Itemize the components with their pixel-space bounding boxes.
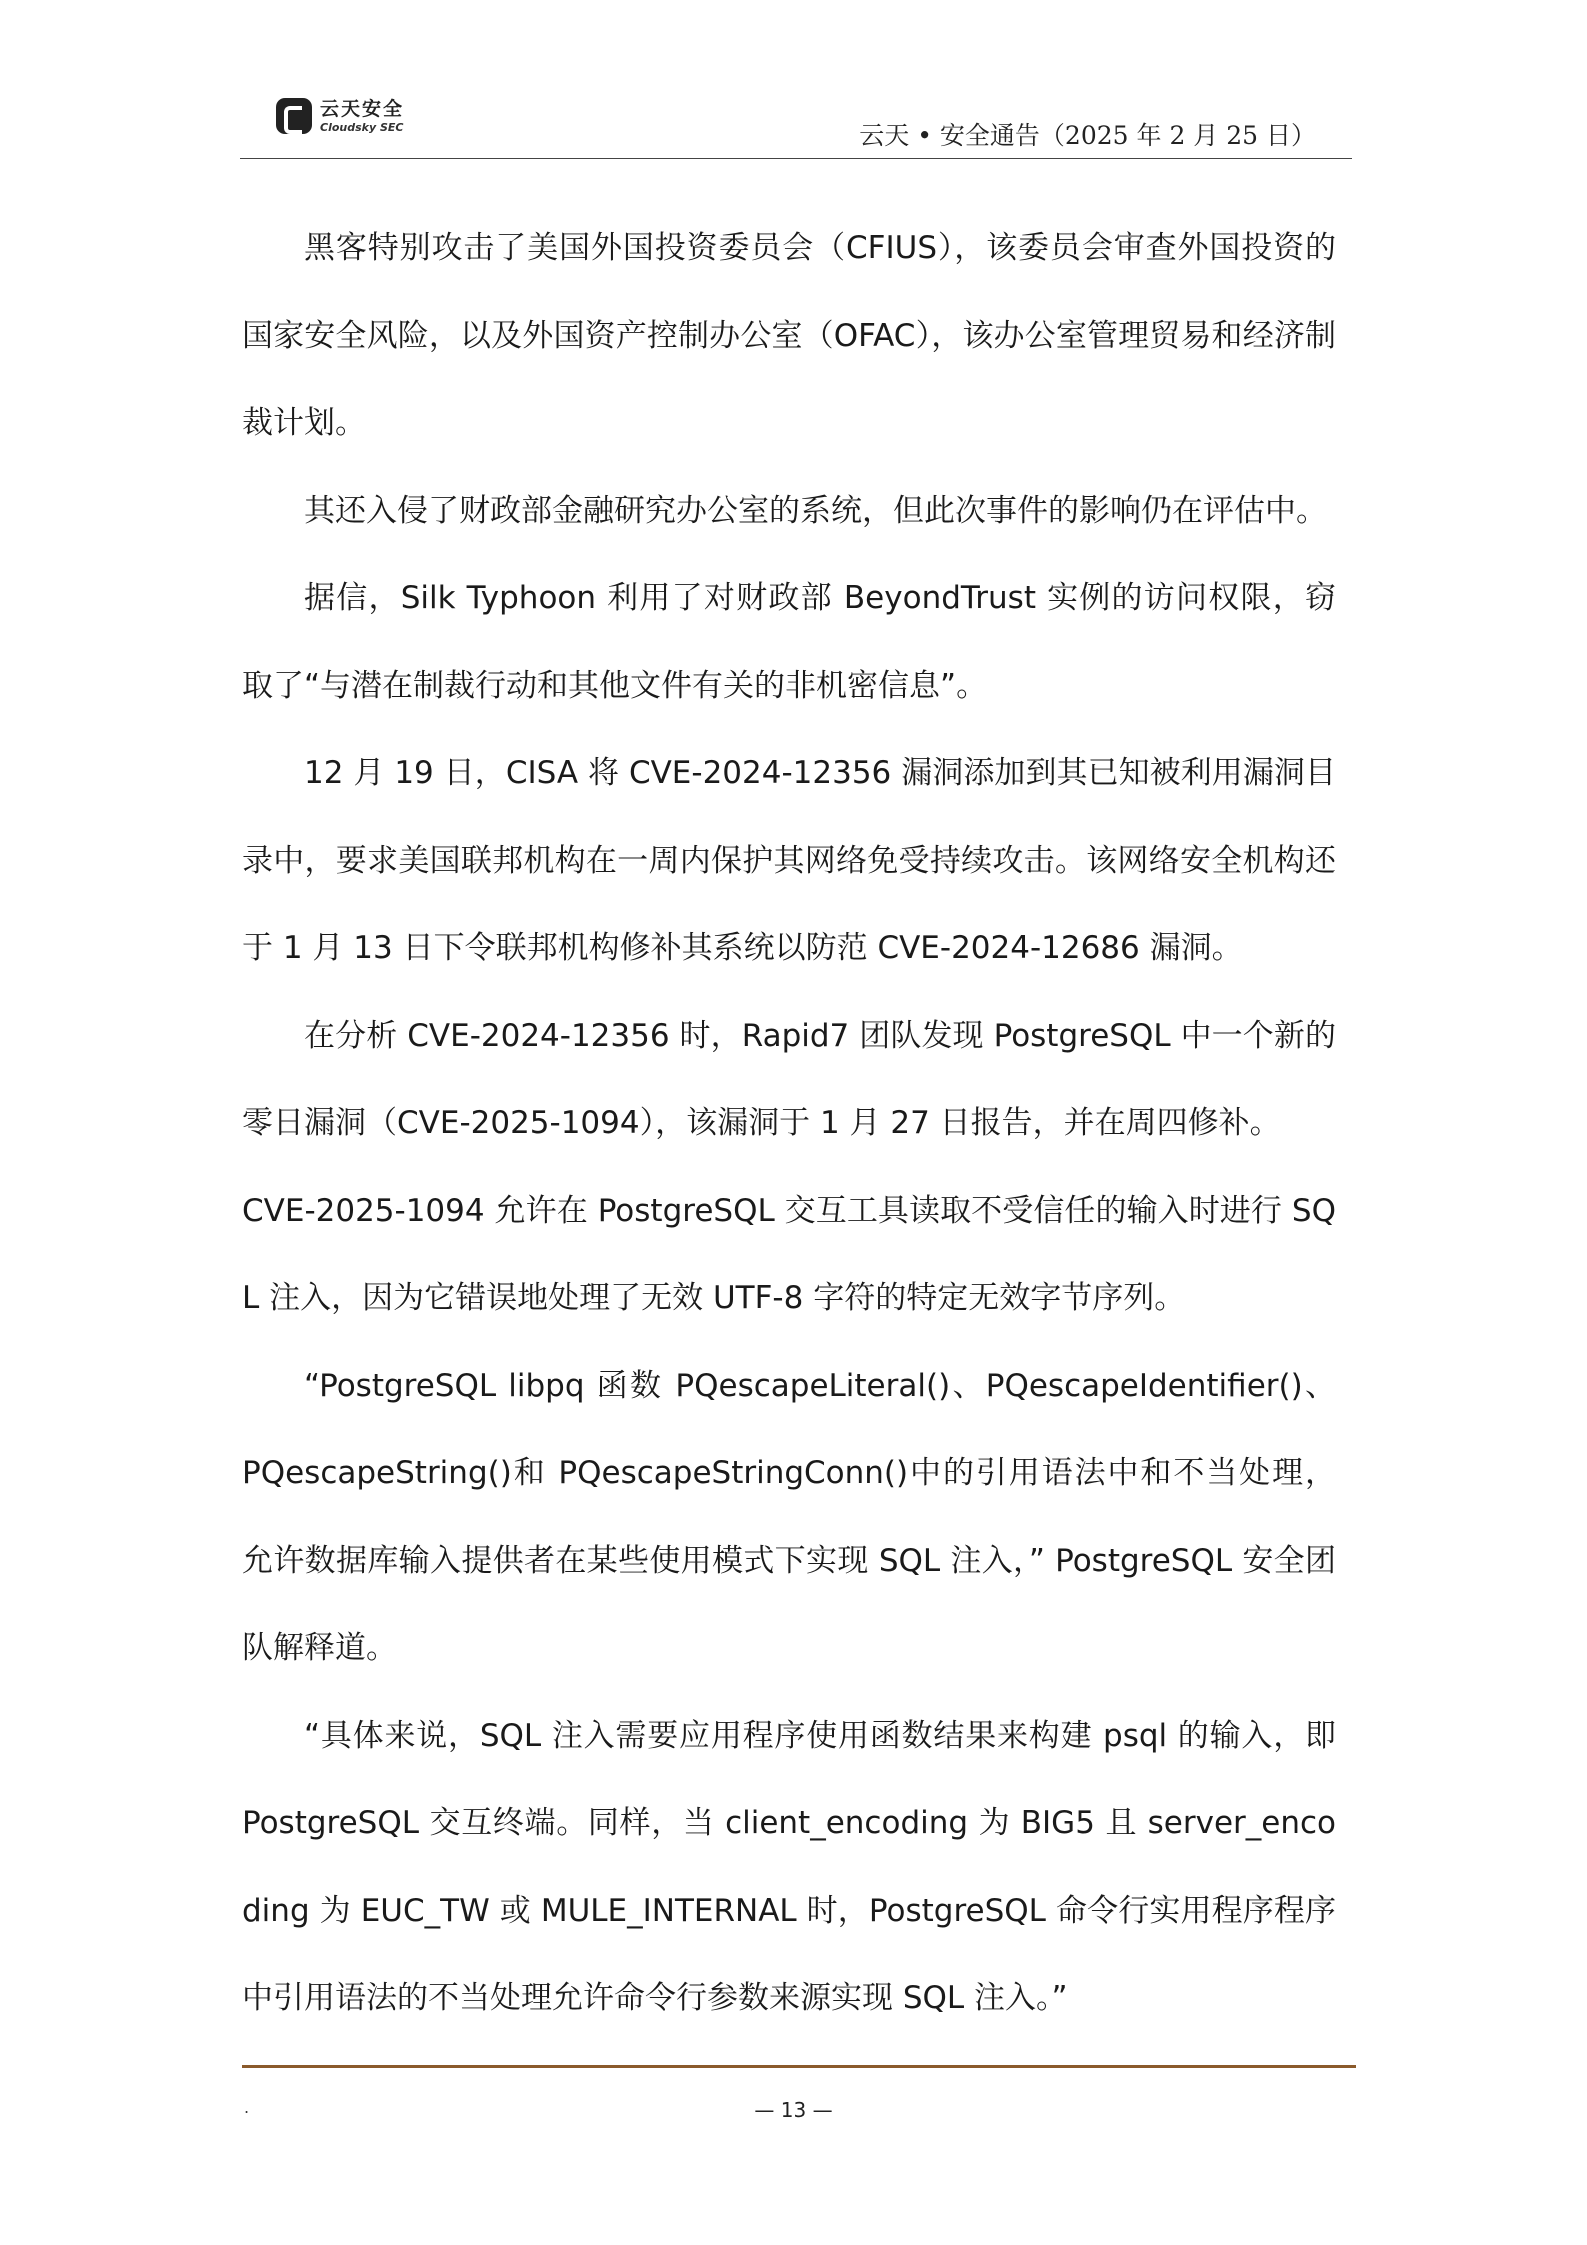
paragraph: 12 月 19 日，CISA 将 CVE-2024-12356 漏洞添加到其已知被利用漏洞目录中，要求美国联邦机构在一周内保护其网络免受持续攻击。该网络安全机构还于 1 月 13 日下令联邦机构修补其系统以防范 CVE-2024-12686 漏洞。 [242,755,1336,966]
page-header [240,88,1352,160]
header-divider [240,158,1352,159]
bulletin-title: 云天 • 安全通告（2025 年 2 月 25 日） [859,121,1316,150]
footer-divider [242,2065,1356,2068]
paragraph: “具体来说，SQL 注入需要应用程序使用函数结果来构建 psql 的输入，即 PostgreSQL 交互终端。同样，当 client_encoding 为 BIG5 且 server_encoding 为 EUC_TW 或 MULE_INTERNAL 时，PostgreSQL 命令行实用程序程序中引用语法的不当处理允许命令行参数来源实现 SQL 注入。” [242,1717,1336,2016]
logo-chinese-name: 云天安全 [320,97,405,120]
paragraph: 在分析 CVE-2024-12356 时，Rapid7 团队发现 PostgreSQL 中一个新的零日漏洞（CVE-2025-1094），该漏洞于 1 月 27 日报告，并在周四修补。 [242,1017,1336,1141]
paragraph: 其还入侵了财政部金融研究办公室的系统，但此次事件的影响仍在评估中。 [304,492,1327,529]
page-number: — 13 — [754,2098,833,2122]
paragraph: 黑客特别攻击了美国外国投资委员会（CFIUS），该委员会审查外国投资的国家安全风险，以及外国资产控制办公室（OFAC），该办公室管理贸易和经济制裁计划。 [242,230,1336,441]
paragraph: 据信，Silk Typhoon 利用了对财政部 BeyondTrust 实例的访问权限，窃取了“与潜在制裁行动和其他文件有关的非机密信息”。 [242,580,1336,704]
document-body [242,205,1336,2043]
footer-mark: . [244,2098,250,2117]
logo-english-name: Cloudsky SEC [320,120,404,134]
logo-text [320,97,405,134]
paragraph: CVE-2025-1094 允许在 PostgreSQL 交互工具读取不受信任的输入时进行 SQL 注入，因为它错误地处理了无效 UTF-8 字符的特定无效字节序列。 [242,1192,1336,1316]
company-logo [276,98,404,134]
shield-logo-icon [276,98,312,134]
paragraph: “PostgreSQL libpq 函数 PQescapeLiteral()、PQescapeIdentifier()、PQescapeString()和 PQescapeStringConn()中的引用语法中和不当处理，允许数据库输入提供者在某些使用模式下实现 SQL 注入，” PostgreSQL 安全团队解释道。 [242,1367,1336,1666]
